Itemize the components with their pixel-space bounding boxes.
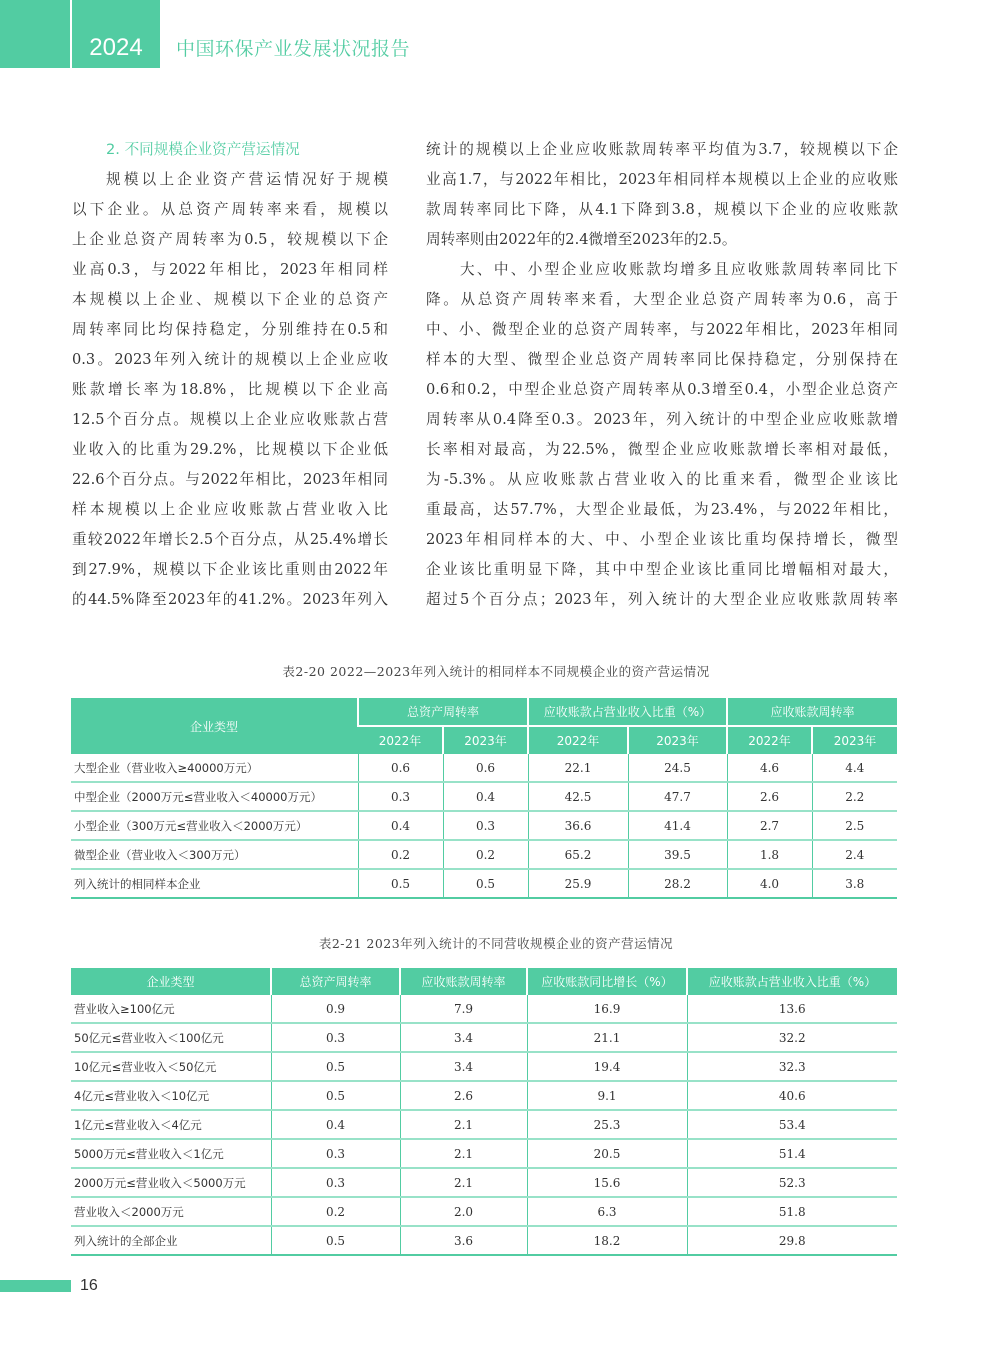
body-text-line: 重最高，达57.7%，大型企业最低，为23.4%，与2022年相比， [426, 501, 898, 518]
body-text-line: 样本的大型、微型企业总资产周转率同比保持稳定，分别保持在 [426, 351, 898, 368]
table-cell: 25.9 [528, 869, 628, 898]
header-title: 中国环保产业发展状况报告 [176, 38, 411, 60]
table-row [71, 1168, 897, 1197]
table1-group-header: 应收账款周转率 [727, 698, 897, 726]
table-cell: 0.4 [358, 811, 443, 840]
row-label: 营业收入＜2000万元 [71, 1197, 271, 1226]
table-cell: 0.5 [358, 869, 443, 898]
body-text-line: 中、小、微型企业的总资产周转率，与2022年相比，2023年相同 [426, 321, 898, 338]
table-cell: 40.6 [687, 1081, 897, 1110]
table-cell: 4.0 [727, 869, 812, 898]
table-cell: 24.5 [628, 754, 727, 782]
table-cell: 21.1 [527, 1023, 687, 1052]
body-text-line: 款周转率同比下降，从4.1下降到3.8，规模以下企业的应收账款 [426, 201, 898, 218]
table-cell: 2.6 [727, 782, 812, 811]
table-row [71, 1081, 897, 1110]
table-cell: 3.4 [400, 1023, 527, 1052]
table-cell: 25.3 [527, 1110, 687, 1139]
body-text-line: 规模以上企业资产营运情况好于规模 [106, 171, 388, 188]
table-cell: 0.2 [358, 840, 443, 869]
table-cell: 15.6 [527, 1168, 687, 1197]
table2-caption: 表2-21 2023年列入统计的不同营收规模企业的资产营运情况 [318, 936, 674, 951]
table-cell: 2.1 [400, 1110, 527, 1139]
table2-column-header: 应收账款周转率 [400, 968, 527, 995]
table-cell: 3.6 [400, 1226, 527, 1255]
table-cell: 3.8 [812, 869, 897, 898]
table-asset-operation-by-size [71, 698, 897, 899]
body-text-line: 上企业总资产周转率为0.5，较规模以下企 [72, 231, 388, 248]
table-cell: 39.5 [628, 840, 727, 869]
table-cell: 6.3 [527, 1197, 687, 1226]
body-text-line: 22.6个百分点。与2022年相比，2023年相同 [72, 471, 388, 488]
table1-year-header: 2023年 [628, 726, 727, 754]
table-cell: 0.2 [443, 840, 528, 869]
row-label: 小型企业（300万元≤营业收入＜2000万元） [71, 811, 358, 840]
row-label: 4亿元≤营业收入＜10亿元 [71, 1081, 271, 1110]
table-cell: 0.5 [443, 869, 528, 898]
table-cell: 51.8 [687, 1197, 897, 1226]
body-column-right [426, 137, 898, 617]
table-cell: 0.3 [271, 1168, 400, 1197]
table-cell: 0.2 [271, 1197, 400, 1226]
table-row [71, 1226, 897, 1255]
body-column-left [72, 137, 388, 617]
table-cell: 19.4 [527, 1052, 687, 1081]
table-cell: 2.4 [812, 840, 897, 869]
table-cell: 0.3 [271, 1023, 400, 1052]
header-year: 2024 [89, 34, 143, 61]
table-cell: 4.4 [812, 754, 897, 782]
table-cell: 2.1 [400, 1139, 527, 1168]
table-cell: 32.2 [687, 1023, 897, 1052]
row-label: 营业收入≥100亿元 [71, 995, 271, 1023]
row-label: 50亿元≤营业收入＜100亿元 [71, 1023, 271, 1052]
table-cell: 2.6 [400, 1081, 527, 1110]
body-text-line: 超过5个百分点；2023年，列入统计的大型企业应收账款周转率 [426, 591, 898, 608]
body-text-line: 企业该比重明显下降，其中中型企业该比重同比增幅相对最大， [426, 561, 898, 578]
table-cell: 1.8 [727, 840, 812, 869]
table-cell: 20.5 [527, 1139, 687, 1168]
table2-column-header: 总资产周转率 [271, 968, 400, 995]
table-cell: 52.3 [687, 1168, 897, 1197]
table-cell: 22.1 [528, 754, 628, 782]
body-text-line: 样本规模以上企业应收账款占营业收入比 [72, 501, 388, 518]
table1-year-header: 2023年 [812, 726, 897, 754]
table-cell: 0.4 [443, 782, 528, 811]
body-text-line: 重较2022年增长2.5个百分点，从25.4%增长 [72, 531, 388, 548]
table1-year-header: 2022年 [528, 726, 628, 754]
table-cell: 0.3 [443, 811, 528, 840]
table-cell: 13.6 [687, 995, 897, 1023]
table-cell: 4.6 [727, 754, 812, 782]
body-text-line: 12.5个百分点。规模以上企业应收账款占营 [72, 411, 388, 428]
body-text-line: 大、中、小型企业应收账款均增多且应收账款周转率同比下 [460, 261, 898, 278]
table-cell: 2.7 [727, 811, 812, 840]
table-row [71, 840, 897, 869]
table-cell: 16.9 [527, 995, 687, 1023]
table-cell: 51.4 [687, 1139, 897, 1168]
body-text-line: 的44.5%降至2023年的41.2%。2023年列入 [72, 591, 388, 608]
table-cell: 36.6 [528, 811, 628, 840]
table-cell: 0.5 [271, 1052, 400, 1081]
page-number: 16 [80, 1277, 98, 1294]
table1-group-header: 总资产周转率 [358, 698, 528, 726]
table-row [71, 1197, 897, 1226]
table-row [71, 995, 897, 1023]
table2-column-header: 应收账款占营业收入比重（%） [687, 968, 897, 995]
header-year-block [72, 0, 160, 68]
body-text-line: 周转率从0.4降至0.3。2023年，列入统计的中型企业应收账款增 [426, 411, 898, 428]
table-cell: 0.9 [271, 995, 400, 1023]
body-text-line: 账款增长率为18.8%，比规模以下企业高 [72, 381, 388, 398]
table-row [71, 782, 897, 811]
table-row [71, 869, 897, 898]
table-cell: 7.9 [400, 995, 527, 1023]
table-cell: 32.3 [687, 1052, 897, 1081]
row-label: 2000万元≤营业收入＜5000万元 [71, 1168, 271, 1197]
body-text-line: 本规模以上企业、规模以下企业的总资产 [72, 291, 388, 308]
table-cell: 42.5 [528, 782, 628, 811]
table-cell: 2.0 [400, 1197, 527, 1226]
body-text-line: 业高0.3，与2022年相比，2023年相同样 [72, 261, 388, 278]
body-text-line: 统计的规模以上企业应收账款周转率平均值为3.7，较规模以下企 [426, 141, 898, 158]
table-cell: 0.5 [271, 1226, 400, 1255]
table-cell: 2.2 [812, 782, 897, 811]
body-text-line: 周转率则由2022年的2.4微增至2023年的2.5。 [426, 231, 737, 248]
table-cell: 18.2 [527, 1226, 687, 1255]
row-label: 列入统计的全部企业 [71, 1226, 271, 1255]
row-label: 10亿元≤营业收入＜50亿元 [71, 1052, 271, 1081]
row-label: 1亿元≤营业收入＜4亿元 [71, 1110, 271, 1139]
row-label: 大型企业（营业收入≥40000万元） [71, 754, 358, 782]
table-row [71, 811, 897, 840]
table-cell: 29.8 [687, 1226, 897, 1255]
table2-column-header: 应收账款同比增长（%） [527, 968, 687, 995]
body-text-line: 0.6和0.2，中型企业总资产周转率从0.3增至0.4，小型企业总资产 [426, 381, 898, 398]
table-cell: 3.4 [400, 1052, 527, 1081]
table-cell: 2.5 [812, 811, 897, 840]
body-text-line: 为-5.3%。从应收账款占营业收入的比重来看，微型企业该比 [426, 471, 898, 488]
table1-header-type: 企业类型 [71, 698, 358, 754]
table-row [71, 1023, 897, 1052]
table-cell: 9.1 [527, 1081, 687, 1110]
table-cell: 0.4 [271, 1110, 400, 1139]
table-row [71, 1139, 897, 1168]
table-row [71, 1110, 897, 1139]
row-label: 中型企业（2000万元≤营业收入＜40000万元） [71, 782, 358, 811]
table-cell: 65.2 [528, 840, 628, 869]
table-cell: 0.3 [358, 782, 443, 811]
table-row [71, 1052, 897, 1081]
body-text-line: 2023年相同样本的大、中、小型企业该比重均保持增长，微型 [426, 531, 898, 548]
body-text-line: 业高1.7，与2022年相比，2023年相同样本规模以上企业的应收账 [426, 171, 898, 188]
header-accent-block [0, 0, 70, 68]
row-label: 列入统计的相同样本企业 [71, 869, 358, 898]
table1-caption: 表2-20 2022—2023年列入统计的相同样本不同规模企业的资产营运情况 [282, 664, 710, 679]
table1-year-header: 2022年 [727, 726, 812, 754]
table-cell: 2.1 [400, 1168, 527, 1197]
table1-group-header: 应收账款占营业收入比重（%） [528, 698, 727, 726]
body-text-line: 业收入的比重为29.2%，比规模以下企业低 [72, 441, 388, 458]
table-cell: 53.4 [687, 1110, 897, 1139]
table-cell: 41.4 [628, 811, 727, 840]
table-row [71, 754, 897, 782]
body-text-line: 长率相对最高，为22.5%，微型企业应收账款增长率相对最低， [426, 441, 898, 458]
table1-year-header: 2023年 [443, 726, 528, 754]
table-cell: 0.6 [358, 754, 443, 782]
table-cell: 47.7 [628, 782, 727, 811]
table-cell: 0.6 [443, 754, 528, 782]
section-heading: 2. 不同规模企业资产营运情况 [106, 141, 300, 158]
row-label: 微型企业（营业收入＜300万元） [71, 840, 358, 869]
table-asset-operation-by-revenue [71, 968, 897, 1256]
body-text-line: 0.3。2023年列入统计的规模以上企业应收 [72, 351, 388, 368]
body-text-line: 降。从总资产周转率来看，大型企业总资产周转率为0.6，高于 [426, 291, 898, 308]
body-text-line: 以下企业。从总资产周转率来看，规模以 [72, 201, 388, 218]
table-cell: 0.3 [271, 1139, 400, 1168]
body-text-line: 到27.9%，规模以下企业该比重则由2022年 [72, 561, 388, 578]
footer-accent-bar [0, 1280, 71, 1292]
table-cell: 28.2 [628, 869, 727, 898]
table1-year-header: 2022年 [358, 726, 443, 754]
row-label: 5000万元≤营业收入＜1亿元 [71, 1139, 271, 1168]
table-cell: 0.5 [271, 1081, 400, 1110]
body-text-line: 周转率同比均保持稳定，分别维持在0.5和 [72, 321, 388, 338]
table2-column-header: 企业类型 [71, 968, 271, 995]
